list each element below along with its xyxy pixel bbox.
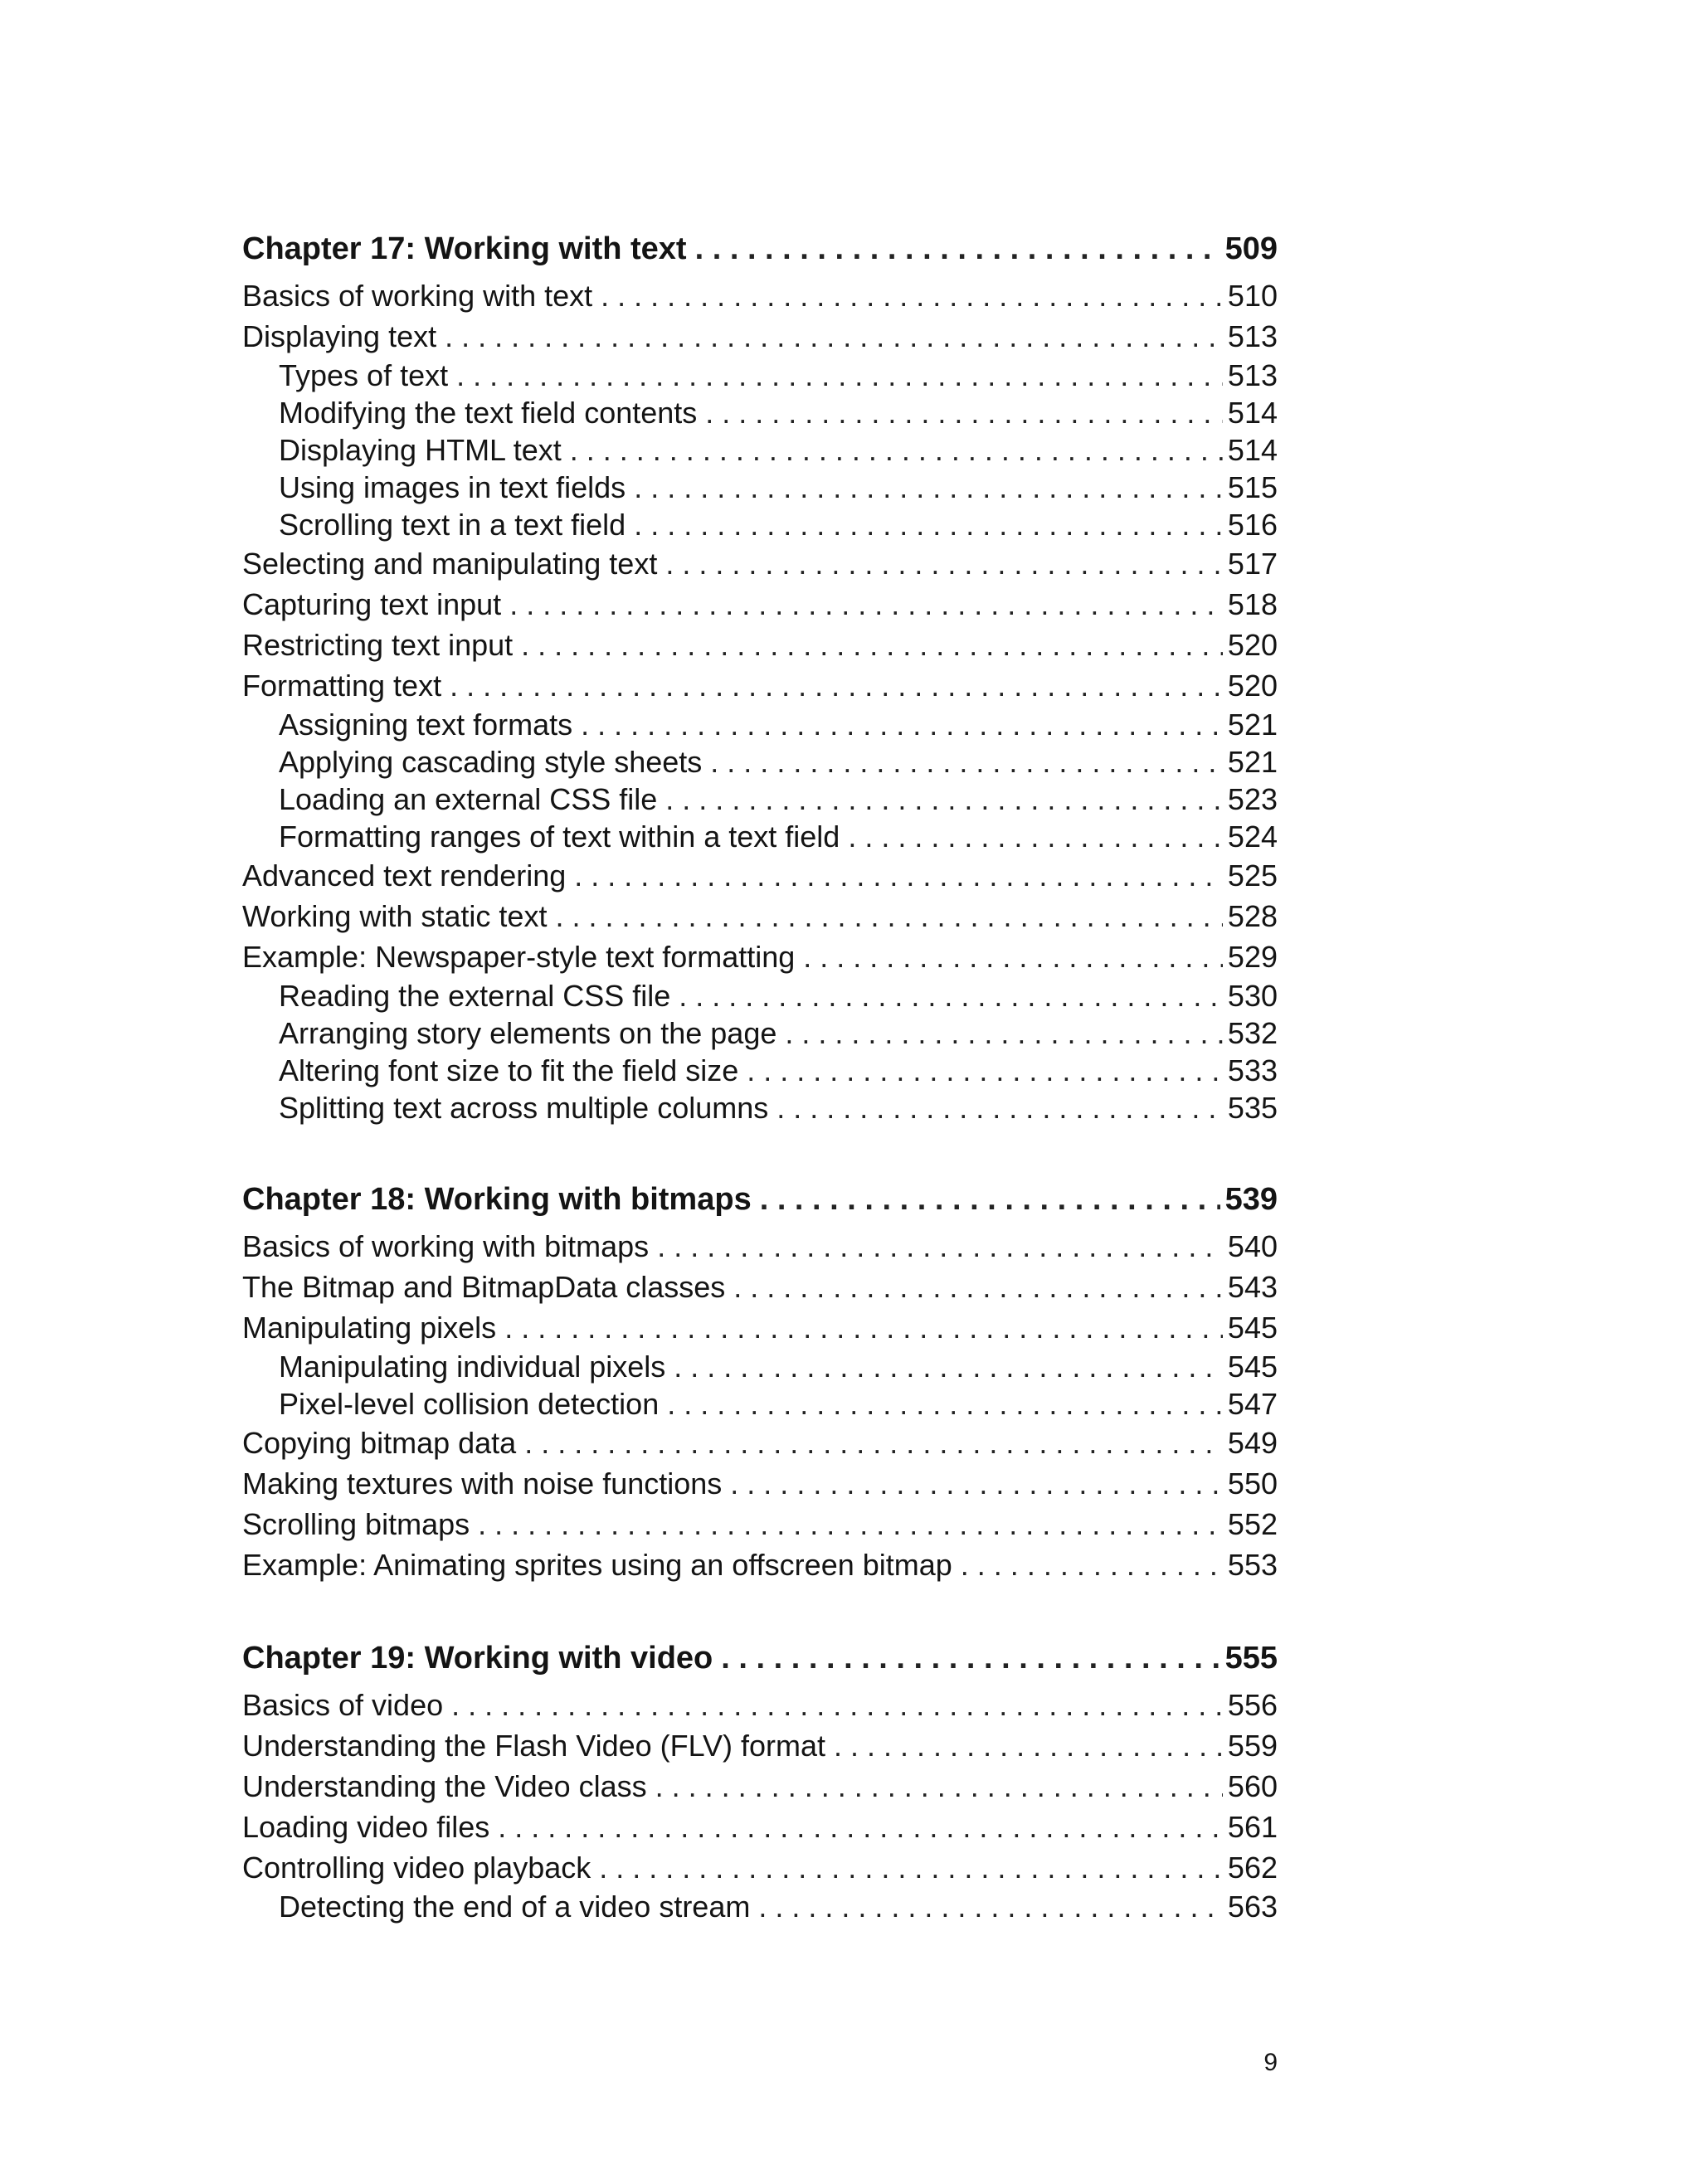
dot-leader	[834, 1725, 1223, 1766]
entry-page-number: 552	[1227, 1507, 1278, 1541]
chapter-section	[242, 222, 1278, 1126]
chapter-title: Chapter 17: Working with text	[242, 231, 687, 266]
dot-leader	[445, 316, 1223, 357]
dot-leader	[451, 1685, 1223, 1725]
toc-entry[interactable]	[242, 584, 1278, 625]
toc-subentry[interactable]	[242, 743, 1278, 781]
entry-page-number: 521	[1227, 745, 1278, 779]
toc-subentry[interactable]	[242, 1014, 1278, 1052]
entry-page-number: 533	[1227, 1053, 1278, 1087]
chapter-heading[interactable]	[242, 222, 1278, 275]
entry-title: Loading an external CSS file	[279, 782, 658, 816]
entry-title: Applying cascading style sheets	[279, 745, 703, 779]
entry-title: Selecting and manipulating text	[242, 547, 658, 581]
toc-subentry[interactable]	[242, 1385, 1278, 1423]
dot-leader	[509, 584, 1223, 625]
dot-leader	[667, 1385, 1223, 1423]
entry-page-number: 525	[1227, 859, 1278, 893]
toc-entry[interactable]	[242, 1544, 1278, 1585]
dot-leader	[721, 1632, 1219, 1685]
entry-title: Basics of working with text	[242, 279, 593, 313]
dot-leader	[655, 1766, 1223, 1807]
dot-leader	[478, 1504, 1223, 1544]
toc-subentry[interactable]	[242, 431, 1278, 469]
entry-page-number: 559	[1227, 1729, 1278, 1763]
entry-page-number: 514	[1227, 433, 1278, 467]
dot-leader	[679, 977, 1223, 1014]
entry-title: Manipulating individual pixels	[279, 1350, 666, 1384]
entry-title: Altering font size to fit the field size	[279, 1053, 739, 1087]
dot-leader	[674, 1348, 1223, 1385]
toc-entry[interactable]	[242, 275, 1278, 316]
entry-title: Basics of working with bitmaps	[242, 1229, 650, 1263]
dot-leader	[803, 936, 1223, 977]
chapter-title: Chapter 18: Working with bitmaps	[242, 1182, 752, 1217]
entry-title: Basics of video	[242, 1688, 444, 1722]
dot-leader	[521, 625, 1223, 665]
entry-page-number: 521	[1227, 708, 1278, 742]
toc-entry[interactable]	[242, 316, 1278, 357]
dot-leader	[498, 1807, 1223, 1847]
entry-title: Controlling video playback	[242, 1851, 591, 1885]
chapter-section	[242, 1173, 1278, 1585]
page-number: 9	[1263, 2049, 1278, 2076]
entry-page-number: 535	[1227, 1091, 1278, 1125]
entry-title: Capturing text input	[242, 587, 502, 621]
entry-title: Reading the external CSS file	[279, 979, 671, 1013]
entry-title: Working with static text	[242, 899, 548, 933]
toc-subentry[interactable]	[242, 781, 1278, 818]
dot-leader	[555, 896, 1222, 936]
toc-subentry[interactable]	[242, 818, 1278, 855]
entry-title: Scrolling text in a text field	[279, 508, 626, 542]
toc-entry[interactable]	[242, 665, 1278, 706]
toc-entry[interactable]	[242, 1766, 1278, 1807]
dot-leader	[705, 394, 1223, 431]
entry-page-number: 529	[1227, 940, 1278, 974]
entry-page-number: 516	[1227, 508, 1278, 542]
dot-leader	[710, 743, 1223, 781]
entry-title: Formatting ranges of text within a text field	[279, 820, 840, 854]
entry-page-number: 545	[1227, 1350, 1278, 1384]
entry-title: Arranging story elements on the page	[279, 1016, 777, 1050]
toc-subentry[interactable]	[242, 394, 1278, 431]
entry-title: The Bitmap and BitmapData classes	[242, 1270, 726, 1304]
entry-page-number: 556	[1227, 1688, 1278, 1722]
entry-title: Example: Animating sprites using an offscreen bitmap	[242, 1548, 952, 1582]
entry-title: Understanding the Flash Video (FLV) format	[242, 1729, 826, 1763]
dot-leader	[601, 275, 1223, 316]
dot-leader	[581, 706, 1223, 743]
entry-page-number: 543	[1227, 1270, 1278, 1304]
dot-leader	[776, 1089, 1223, 1126]
entry-page-number: 517	[1227, 547, 1278, 581]
entry-page-number: 523	[1227, 782, 1278, 816]
entry-page-number: 513	[1227, 358, 1278, 392]
toc-subentry[interactable]	[242, 1089, 1278, 1126]
toc-entry[interactable]	[242, 936, 1278, 977]
dot-leader	[665, 781, 1223, 818]
dot-leader	[665, 543, 1223, 584]
entry-title: Splitting text across multiple columns	[279, 1091, 769, 1125]
entry-title: Making textures with noise functions	[242, 1467, 723, 1501]
entry-title: Advanced text rendering	[242, 859, 567, 893]
toc-subentry[interactable]	[242, 706, 1278, 743]
chapter-page-number: 509	[1224, 231, 1278, 266]
dot-leader	[730, 1463, 1223, 1504]
dot-leader	[574, 855, 1223, 896]
entry-title: Example: Newspaper-style text formatting	[242, 940, 796, 974]
toc-entry[interactable]	[242, 1504, 1278, 1544]
entry-page-number: 518	[1227, 587, 1278, 621]
dot-leader	[599, 1847, 1223, 1888]
entry-title: Displaying HTML text	[279, 433, 562, 467]
toc-subentry[interactable]	[242, 506, 1278, 543]
table-of-contents	[242, 222, 1278, 1925]
entry-title: Displaying text	[242, 319, 437, 353]
dot-leader	[747, 1052, 1223, 1089]
entry-title: Assigning text formats	[279, 708, 573, 742]
toc-subentry[interactable]	[242, 469, 1278, 506]
chapter-section	[242, 1632, 1278, 1925]
toc-entry[interactable]	[242, 1463, 1278, 1504]
dot-leader	[733, 1267, 1223, 1307]
entry-title: Using images in text fields	[279, 470, 626, 504]
entry-title: Loading video files	[242, 1810, 490, 1844]
toc-entry[interactable]	[242, 1847, 1278, 1888]
entry-page-number: 540	[1227, 1229, 1278, 1263]
dot-leader	[456, 357, 1223, 394]
chapter-page-number: 539	[1224, 1182, 1278, 1217]
dot-leader	[524, 1423, 1223, 1463]
dot-leader	[848, 818, 1223, 855]
chapter-page-number: 555	[1224, 1641, 1278, 1676]
chapter-title: Chapter 19: Working with video	[242, 1641, 713, 1676]
toc-entry[interactable]	[242, 1307, 1278, 1348]
entry-title: Restricting text input	[242, 628, 514, 662]
entry-page-number: 562	[1227, 1851, 1278, 1885]
dot-leader	[634, 506, 1223, 543]
entry-page-number: 513	[1227, 319, 1278, 353]
chapter-heading[interactable]	[242, 1173, 1278, 1226]
toc-subentry[interactable]	[242, 977, 1278, 1014]
dot-leader	[695, 222, 1220, 275]
dot-leader	[570, 431, 1223, 469]
entry-page-number: 549	[1227, 1426, 1278, 1460]
entry-page-number: 515	[1227, 470, 1278, 504]
toc-entry[interactable]	[242, 1725, 1278, 1766]
toc-entry[interactable]	[242, 1423, 1278, 1463]
entry-title: Modifying the text field contents	[279, 396, 698, 430]
dot-leader	[504, 1307, 1223, 1348]
entry-title: Detecting the end of a video stream	[279, 1890, 751, 1924]
entry-page-number: 550	[1227, 1467, 1278, 1501]
toc-entry[interactable]	[242, 855, 1278, 896]
entry-page-number: 547	[1227, 1387, 1278, 1421]
entry-page-number: 545	[1227, 1311, 1278, 1345]
toc-entry[interactable]	[242, 1226, 1278, 1267]
entry-title: Types of text	[279, 358, 449, 392]
dot-leader	[760, 1173, 1220, 1226]
entry-title: Copying bitmap data	[242, 1426, 517, 1460]
entry-page-number: 514	[1227, 396, 1278, 430]
dot-leader	[961, 1544, 1223, 1585]
entry-title: Manipulating pixels	[242, 1311, 497, 1345]
toc-subentry[interactable]	[242, 357, 1278, 394]
chapter-heading[interactable]	[242, 1632, 1278, 1685]
toc-subentry[interactable]	[242, 1348, 1278, 1385]
entry-page-number: 561	[1227, 1810, 1278, 1844]
toc-entry[interactable]	[242, 896, 1278, 936]
entry-page-number: 520	[1227, 628, 1278, 662]
dot-leader	[450, 665, 1223, 706]
toc-entry[interactable]	[242, 625, 1278, 665]
toc-entry[interactable]	[242, 1685, 1278, 1725]
entry-title: Scrolling bitmaps	[242, 1507, 470, 1541]
dot-leader	[785, 1014, 1223, 1052]
entry-page-number: 524	[1227, 820, 1278, 854]
dot-leader	[758, 1888, 1223, 1925]
entry-page-number: 553	[1227, 1548, 1278, 1582]
entry-page-number: 560	[1227, 1769, 1278, 1803]
entry-title: Formatting text	[242, 669, 442, 703]
entry-page-number: 510	[1227, 279, 1278, 313]
entry-page-number: 528	[1227, 899, 1278, 933]
entry-page-number: 530	[1227, 979, 1278, 1013]
toc-entry[interactable]	[242, 543, 1278, 584]
entry-page-number: 532	[1227, 1016, 1278, 1050]
entry-title: Pixel-level collision detection	[279, 1387, 660, 1421]
toc-entry[interactable]	[242, 1267, 1278, 1307]
entry-page-number: 520	[1227, 669, 1278, 703]
dot-leader	[657, 1226, 1223, 1267]
entry-title: Understanding the Video class	[242, 1769, 647, 1803]
dot-leader	[634, 469, 1223, 506]
entry-page-number: 563	[1227, 1890, 1278, 1924]
toc-subentry[interactable]	[242, 1052, 1278, 1089]
toc-subentry[interactable]	[242, 1888, 1278, 1925]
toc-entry[interactable]	[242, 1807, 1278, 1847]
